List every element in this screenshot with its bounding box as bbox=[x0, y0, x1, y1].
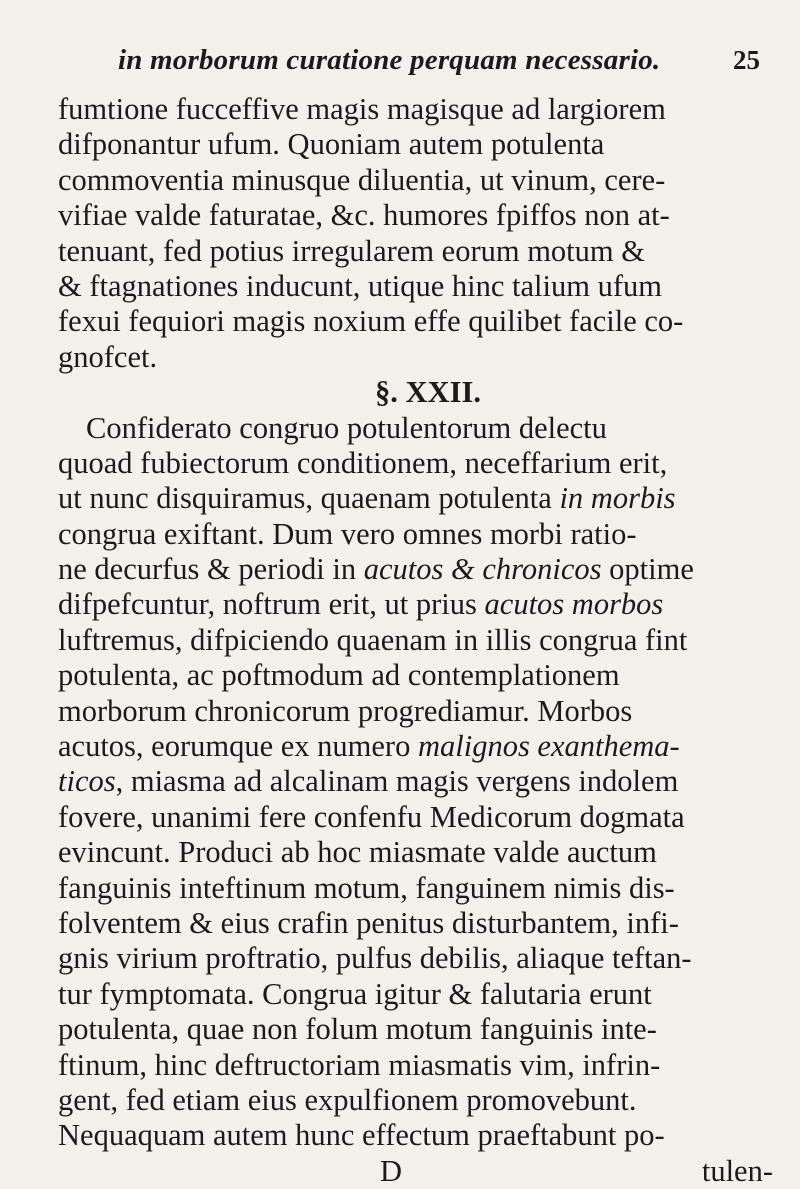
text-run: Nequaquam autem hunc effectum praeftabunt po- bbox=[58, 1118, 665, 1153]
text-run: folventem & eius crafin penitus disturbantem, infi- bbox=[58, 905, 679, 940]
text-run: optime bbox=[601, 552, 694, 587]
text-run: ne decurfus & periodi in bbox=[58, 552, 364, 587]
text-line bbox=[58, 1118, 778, 1153]
text-line bbox=[58, 481, 778, 516]
catchword: tulen- bbox=[701, 1153, 773, 1188]
text-line bbox=[58, 269, 778, 304]
text-line bbox=[58, 552, 778, 587]
text-run: congrua exiftant. Dum vero omnes morbi ratio- bbox=[58, 516, 637, 551]
text-line bbox=[58, 304, 778, 339]
text-line bbox=[58, 658, 778, 693]
text-run: difponantur ufum. Quoniam autem potulenta bbox=[58, 127, 605, 162]
text-run: potulenta, ac poftmodum ad contemplationem bbox=[58, 658, 620, 693]
text-line bbox=[58, 92, 778, 127]
text-run: tur fymptomata. Congrua igitur & falutaria erunt bbox=[58, 976, 652, 1011]
text-run: vifiae valde faturatae, &c. humores fpiffos non at- bbox=[58, 198, 670, 233]
text-line bbox=[58, 517, 778, 552]
text-run: quoad fubiectorum conditionem, neceffarium erit, bbox=[58, 445, 668, 480]
text-run: difpefcuntur, noftrum erit, ut prius bbox=[58, 587, 485, 622]
page-header bbox=[118, 44, 760, 77]
text-line bbox=[58, 446, 778, 481]
text-run: morborum chronicorum progrediamur. Morbos bbox=[58, 693, 633, 728]
text-run: ftinum, hinc deftructoriam miasmatis vim, infrin- bbox=[58, 1047, 661, 1082]
text-run: gent, fed etiam eius expulfionem promovebunt. bbox=[58, 1082, 637, 1117]
text-line bbox=[58, 977, 778, 1012]
paragraph-2 bbox=[58, 411, 778, 1154]
text-run: fovere, unanimi fere confenfu Medicorum dogmata bbox=[58, 799, 685, 834]
text-run: potulenta, quae non folum motum fanguinis inte- bbox=[58, 1012, 657, 1047]
text-run: & ftagnationes inducunt, utique hinc talium ufum bbox=[58, 268, 662, 303]
text-line bbox=[58, 623, 778, 658]
text-line bbox=[58, 941, 778, 976]
italic-text: malignos exanthema- bbox=[417, 729, 680, 764]
text-run: gnofcet. bbox=[58, 339, 158, 374]
running-head: in morborum curatione perquam necessario. bbox=[118, 44, 661, 76]
text-run: tenuant, fed potius irregularem eorum motum & bbox=[58, 233, 645, 268]
signature-mark: D bbox=[380, 1153, 403, 1188]
text-run: gnis virium proftratio, pulfus debilis, aliaque teftan- bbox=[58, 941, 692, 976]
text-line bbox=[58, 694, 778, 729]
text-run: Confiderato congruo potulentorum delectu bbox=[86, 410, 607, 445]
text-line bbox=[58, 198, 778, 233]
text-line bbox=[58, 411, 778, 446]
text-line bbox=[58, 1048, 778, 1083]
text-line bbox=[58, 906, 778, 941]
italic-text: acutos & chronicos bbox=[363, 552, 602, 587]
text-line bbox=[58, 1083, 778, 1118]
page-number: 25 bbox=[733, 45, 760, 75]
text-run: acutos, eorumque ex numero bbox=[58, 729, 418, 764]
text-line bbox=[58, 764, 778, 799]
text-run: ut nunc disquiramus, quaenam potulenta bbox=[58, 481, 560, 516]
paragraph-1 bbox=[58, 92, 778, 375]
text-run: , miasma ad alcalinam magis vergens indolem bbox=[115, 764, 679, 799]
text-run: commoventia minusque diluentia, ut vinum, cere- bbox=[58, 162, 666, 197]
text-line bbox=[58, 127, 778, 162]
text-line bbox=[58, 163, 778, 198]
text-line bbox=[58, 835, 778, 870]
text-run: fumtione fucceffive magis magisque ad largiorem bbox=[58, 92, 666, 126]
text-run: fanguinis inteftinum motum, fanguinem nimis dis- bbox=[58, 870, 675, 905]
italic-text: ticos bbox=[58, 764, 116, 799]
text-line bbox=[58, 800, 778, 835]
text-line bbox=[58, 871, 778, 906]
page-body bbox=[58, 92, 778, 1189]
catchline bbox=[58, 1154, 778, 1189]
text-run: fexui fequiori magis noxium effe quilibet facile co- bbox=[58, 304, 684, 339]
text-line bbox=[58, 729, 778, 764]
text-line bbox=[58, 587, 778, 622]
italic-text: in morbis bbox=[559, 481, 676, 516]
text-line bbox=[58, 340, 778, 375]
text-run: luftremus, difpiciendo quaenam in illis congrua fint bbox=[58, 622, 688, 657]
section-heading: §. XXII. bbox=[375, 375, 481, 410]
text-line bbox=[58, 234, 778, 269]
italic-text: acutos morbos bbox=[484, 587, 664, 622]
text-run: evincunt. Produci ab hoc miasmate valde auctum bbox=[58, 835, 657, 870]
text-line bbox=[58, 1012, 778, 1047]
